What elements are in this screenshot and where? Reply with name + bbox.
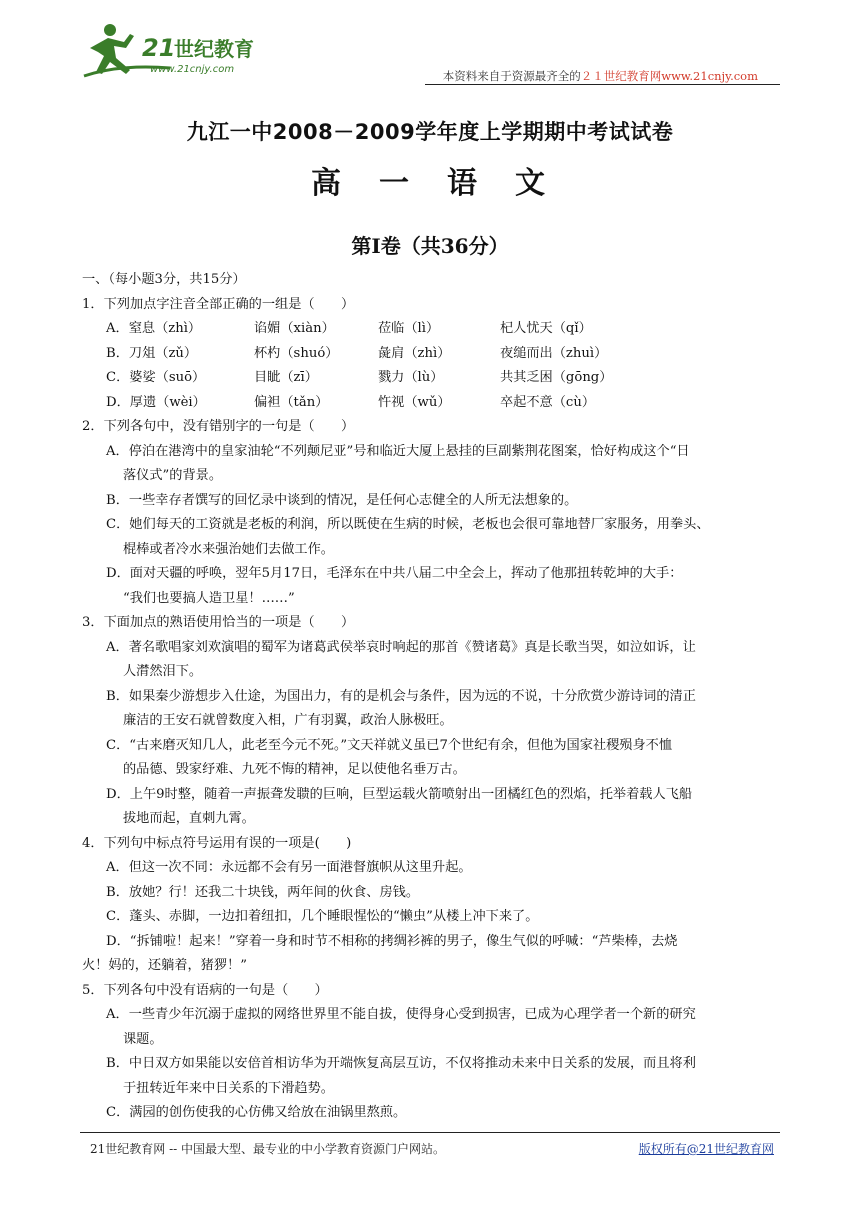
answer-option [82, 366, 782, 391]
answer-option: B．如果秦少游想步入仕途，为国出力，有的是机会与条件，因为远的不说，十分欣赏少游诗词的清正 [106, 688, 696, 704]
option-cell: 彘肩（zhì） [378, 345, 451, 361]
text-line: 于扭转近年来中日关系的下滑趋势。 [123, 1080, 334, 1096]
question-stem: 5．下列各句中没有语病的一句是（ ） [82, 982, 328, 998]
answer-option: B．中日双方如果能以安倍首相访华为开端恢复高层互访，不仅将推动未来中日关系的发展，而且将利 [106, 1056, 696, 1071]
svg-text:21: 21 [142, 34, 176, 62]
option-cell: C．婆娑（suō） [106, 370, 206, 385]
answer-option [82, 342, 782, 367]
text-line: 火！妈的，还躺着，猪猡！” [82, 958, 247, 973]
answer-option: C．“古来磨灭知几人，此老至今元不死。”文天祥就义虽已7个世纪有余，但他为国家社稷殒身不恤 [106, 737, 673, 753]
text-line: 廉洁的王安石就曾数度入相，广有羽翼，政治人脉极旺。 [123, 713, 453, 728]
option-cell: 夜缒而出（zhuì） [500, 345, 608, 361]
answer-option: C．她们每天的工资就是老板的利润，所以既使在生病的时候，老板也会很可靠地替厂家服务，用拳头、 [106, 517, 710, 532]
answer-option: A．著名歌唱家刘欢演唱的蜀军为诸葛武侯举哀时响起的那首《赞诸葛》真是长歌当哭，如泣如诉，让 [106, 639, 696, 655]
header-note: 本资料来自于资源最齐全的２１世纪教育网www.21cnjy.com [442, 69, 758, 83]
page-header [80, 18, 780, 84]
text-line: “我们也要搞人造卫星！……” [123, 590, 295, 606]
question-stem: 一、（每小题3分，共15分） [82, 272, 246, 287]
header-site: ２１世纪教育网 [580, 69, 662, 83]
footer-divider [80, 1132, 780, 1133]
option-cell: 忤视（wǔ） [378, 394, 451, 410]
answer-option: C．满园的创伤使我的心仿佛又给放在油锅里熬煎。 [106, 1105, 407, 1120]
option-cell: A．窒息（zhì） [106, 321, 202, 336]
answer-option: B．放她？行！还我二十块钱，两年间的伙食、房钱。 [106, 884, 420, 900]
answer-option [82, 317, 782, 342]
part-title: 第Ⅰ卷（共36分） [351, 234, 509, 258]
option-cell: 目眦（zī） [254, 370, 318, 385]
text-line: 棍棒或者冷水来强治她们去做工作。 [123, 541, 334, 557]
question-stem: 1．下列加点字注音全部正确的一组是（ ） [82, 296, 355, 312]
site-logo[interactable] [80, 18, 290, 82]
text-line: 人潸然泪下。 [123, 664, 203, 679]
footer-note: 21世纪教育网 -- 中国最大型、最专业的中小学教育资源门户网站。 [90, 1142, 446, 1156]
question-stem: 3．下面加点的熟语使用恰当的一项是（ ） [82, 615, 355, 630]
text-line: 拔地而起，直刺九霄。 [123, 811, 255, 826]
svg-text:www.21cnjy.com: www.21cnjy.com [150, 64, 235, 75]
option-cell: 戮力（lù） [378, 370, 444, 385]
question-stem: 4．下列句中标点符号运用有误的一项是( ) [82, 835, 352, 851]
option-cell: 杞人忧天（qǐ） [500, 321, 592, 336]
text-line: 的品德、毁家纾难、九死不悔的精神，足以使他名垂万古。 [123, 762, 466, 777]
text-line: 落仪式”的背景。 [123, 468, 223, 483]
answer-option: B．一些幸存者馔写的回忆录中谈到的情况，是任何心志健全的人所无法想象的。 [106, 492, 578, 508]
footer-copyright-link[interactable]: 版权所有@21世纪教育网 [638, 1142, 774, 1156]
answer-option: C．蓬头、赤脚，一边扣着纽扣，几个睡眼惺忪的“懒虫”从楼上冲下来了。 [106, 909, 539, 924]
answer-option: A．停泊在港湾中的皇家油轮“不列颠尼亚”号和临近大厦上悬挂的巨副紫荆花图案，恰好构成这个“日 [106, 443, 690, 459]
answer-option [82, 391, 782, 416]
header-divider [425, 84, 780, 85]
option-cell: 共其乏困（gōng） [500, 370, 613, 385]
answer-option: D．“拆铺啦！起来！”穿着一身和时节不相称的拷绸衫裤的男子，像生气似的呼喊：“芦柴棒，去烧 [106, 933, 678, 949]
option-cell: 卒起不意（cù） [500, 394, 596, 410]
question-body [82, 268, 782, 1126]
answer-option: D．面对天疆的呼唤，翌年5月17日，毛泽东在中共八届二中全会上，挥动了他那扭转乾坤的大手： [106, 566, 683, 581]
option-cell: 谄媚（xiàn） [254, 321, 335, 336]
option-cell: 莅临（lì） [378, 321, 440, 336]
answer-option: A．一些青少年沉溺于虚拟的网络世界里不能自拔，使得身心受到损害，已成为心理学者一个新的研究 [106, 1007, 696, 1022]
exam-title: 九江一中2008－2009学年度上学期期中考试试卷 [186, 120, 674, 144]
option-cell: B．刀俎（zǔ） [106, 345, 198, 361]
question-stem: 2．下列各句中，没有错别字的一句是（ ） [82, 419, 355, 434]
svg-text:世纪教育: 世纪教育 [174, 37, 254, 61]
option-cell: D．厚遗（wèi） [106, 394, 206, 410]
option-cell: 偏袒（tǎn） [254, 394, 329, 410]
option-cell: 杯杓（shuó） [254, 345, 339, 361]
text-line: 课题。 [123, 1031, 163, 1047]
answer-option: D．上午9时整，随着一声振聋发聩的巨响，巨型运载火箭喷射出一团橘红色的烈焰，托举着载人飞船 [106, 786, 693, 802]
answer-option: A．但这一次不同：永远都不会有另一面港督旗帜从这里升起。 [106, 860, 472, 875]
subject-title: 高 一 语 文 [311, 166, 549, 201]
header-url[interactable]: www.21cnjy.com [661, 69, 758, 83]
